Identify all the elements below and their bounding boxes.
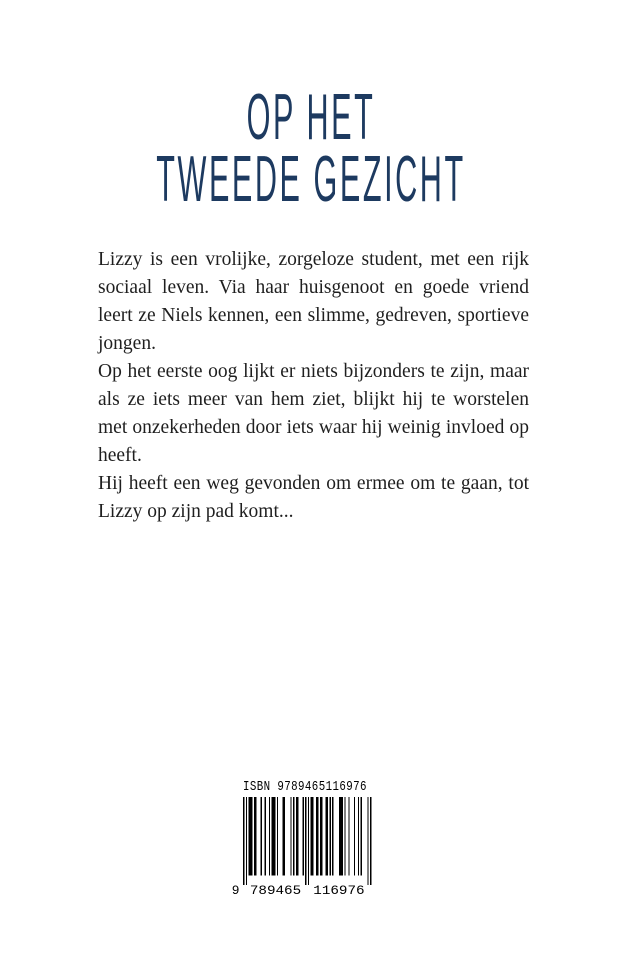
ean13-barcode [231,797,374,897]
isbn-label: ISBN 9789465116976 [243,780,367,795]
blurb-paragraph: Hij heeft een weg gevonden om ermee om te gaan, tot Lizzy op zijn pad komt... [98,473,529,522]
barcode-bars [243,797,371,885]
book-title-line-1: OP HET [246,79,376,154]
isbn-barcode-block [231,780,401,897]
blurb-paragraph: Op het eerste oog lijkt er niets bijzonders te zijn, maar als ze iets meer van hem ziet, blijkt hij te worstelen met onzekerheden door iets waar hij weinig invloed op heeft. [98,361,529,466]
barcode-first-digit: 9 [231,883,240,897]
back-cover-blurb [98,246,529,526]
book-title-line-2: TWEEDE GEZICHT [156,141,466,216]
barcode-left-digits: 789465 [249,883,302,897]
blurb-paragraph: Lizzy is een vrolijke, zorgeloze student, met een rijk sociaal leven. Via haar huisgenoot en goede vriend leert ze Niels kennen, een slimme, gedreven, sportieve jongen. [98,249,529,354]
barcode-right-digits: 116976 [313,883,365,897]
